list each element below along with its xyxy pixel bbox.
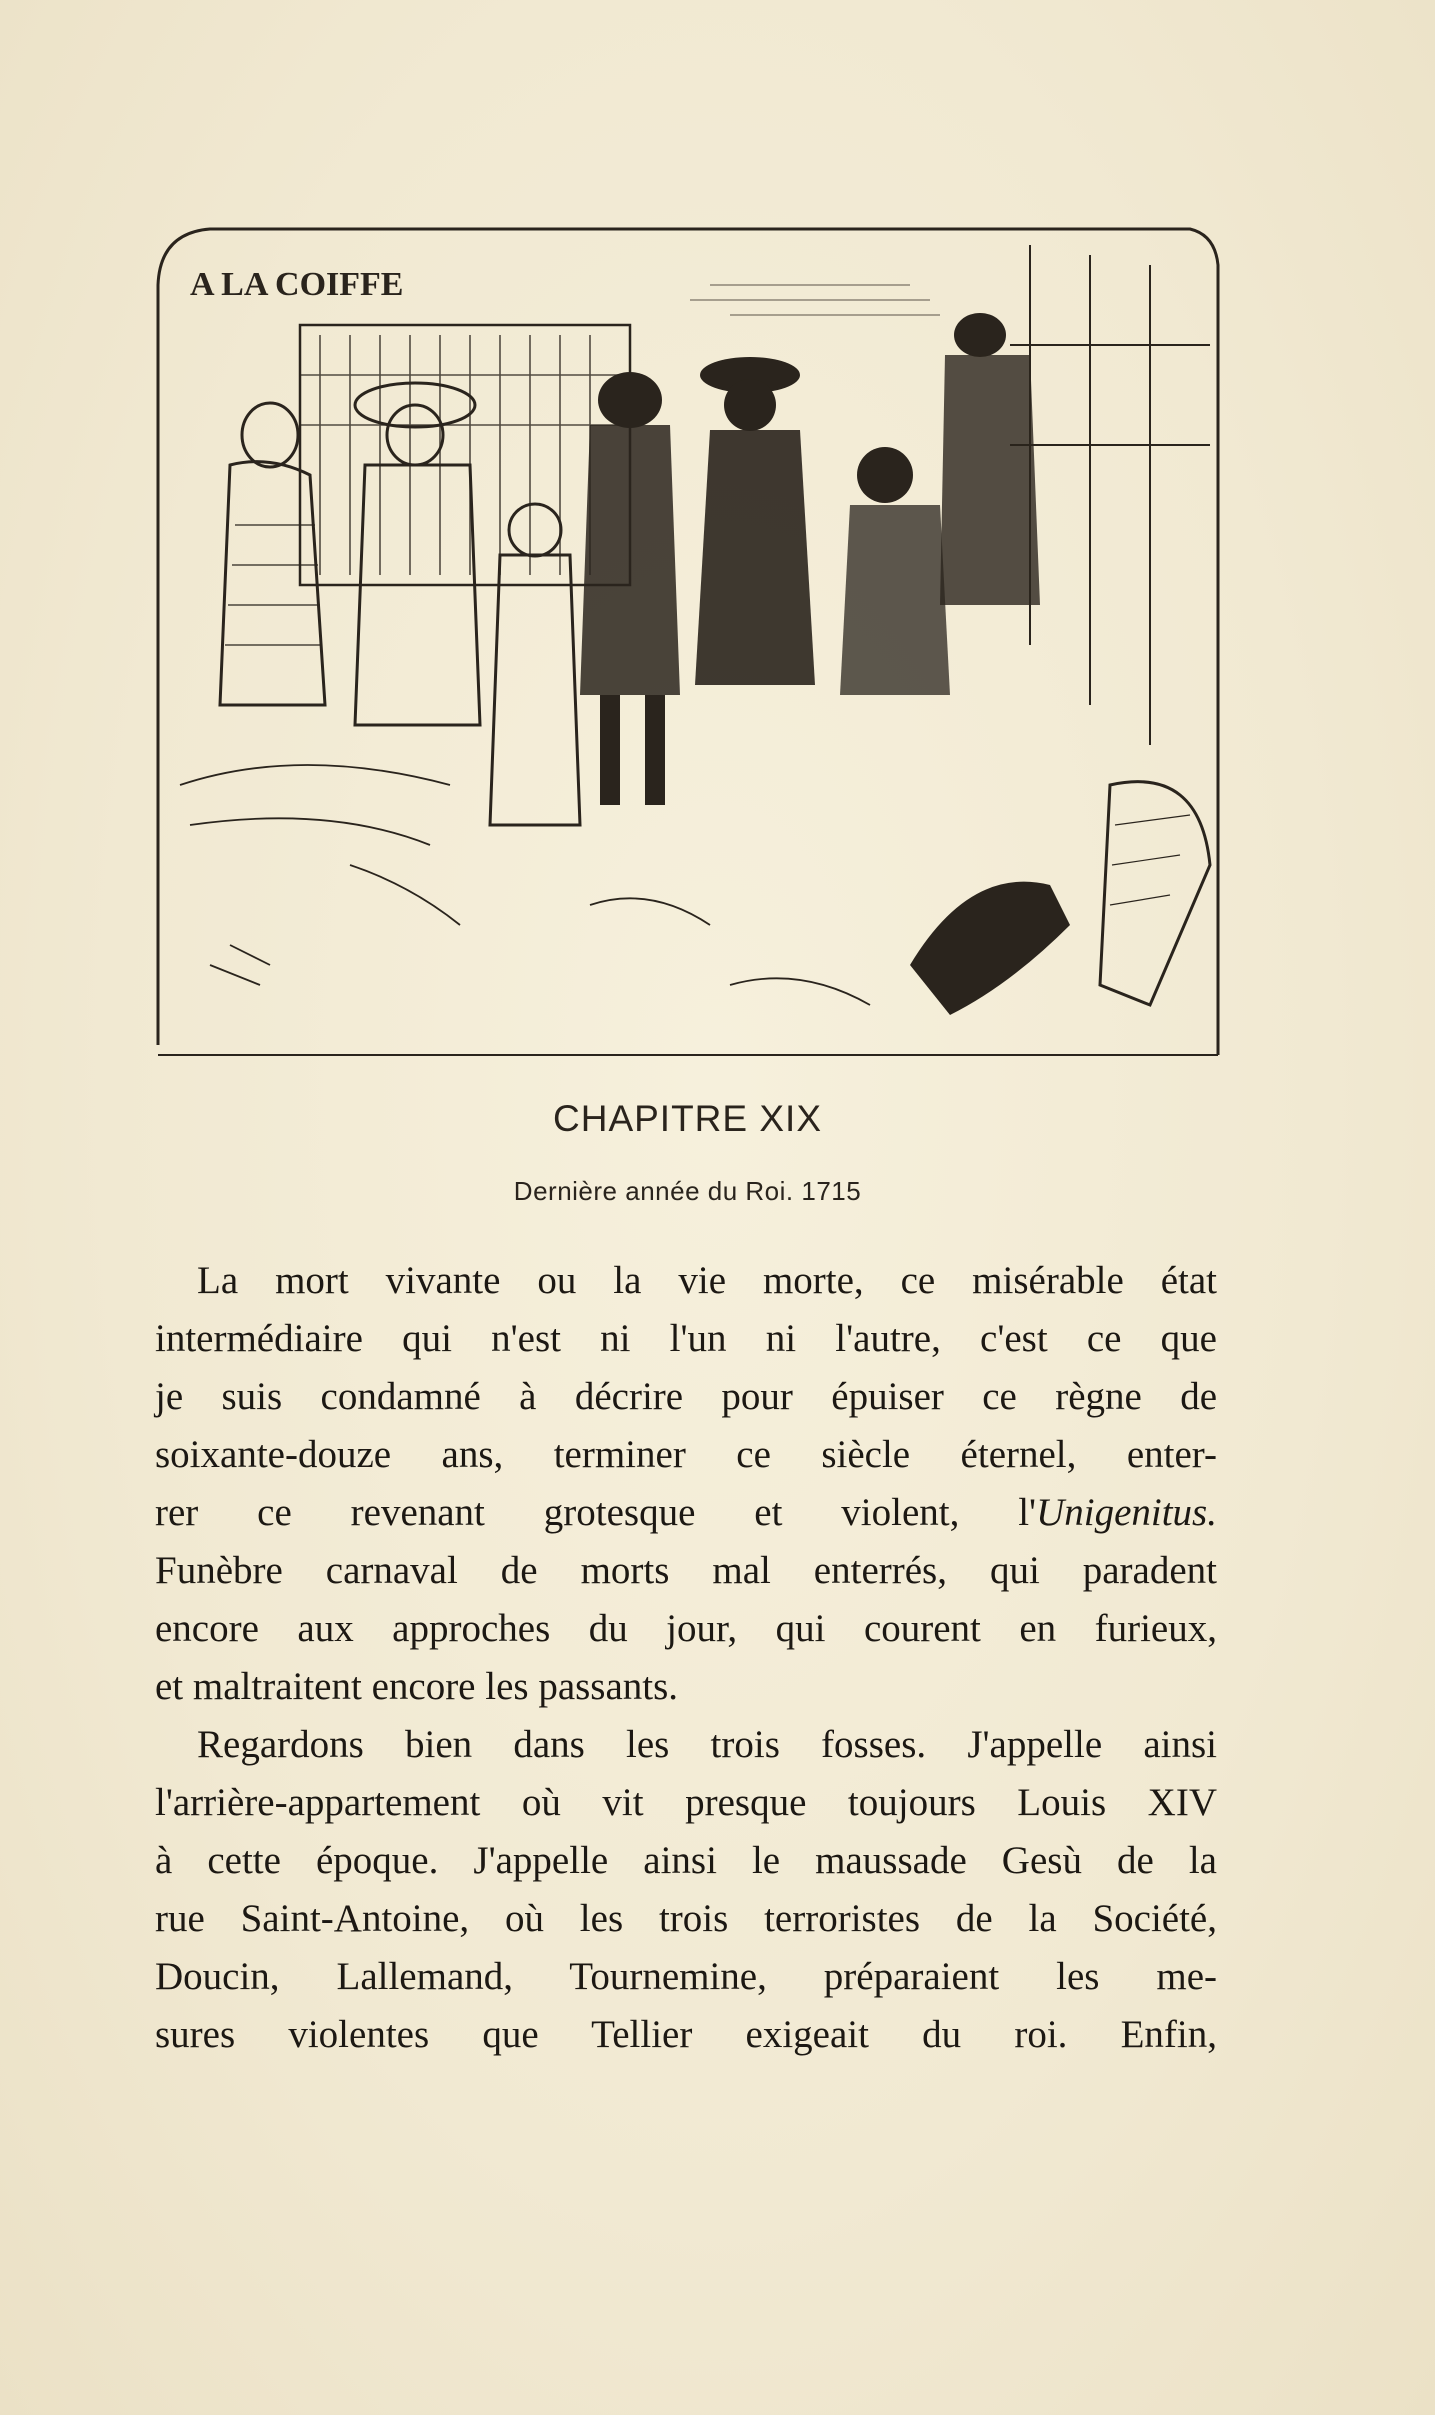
italic-word: Unigenitus. <box>1036 1491 1217 1534</box>
text-line: l'arrière-appartement où vit presque toujours Louis XIV <box>155 1781 1217 1824</box>
engraving-illustration <box>150 225 1220 1060</box>
svg-text:A LA COIFFE: A LA COIFFE <box>190 266 404 303</box>
text-line-start: rer ce revenant grotesque et violent, l' <box>155 1491 1037 1534</box>
engraving-street-scene-icon <box>150 225 1220 1060</box>
text-line: Funèbre carnaval de morts mal enterrés, qui paradent <box>155 1549 1217 1592</box>
text-line: et maltraitent encore les passants. <box>155 1665 679 1708</box>
text-line: intermédiaire qui n'est ni l'un ni l'autre, c'est ce que <box>155 1317 1217 1360</box>
text-line: Regardons bien dans les trois fosses. J'appelle ainsi <box>197 1723 1217 1766</box>
text-line: encore aux approches du jour, qui courent en furieux, <box>155 1607 1217 1650</box>
text-line: Doucin, Lallemand, Tournemine, préparaient les me- <box>155 1955 1217 1998</box>
text-line: sures violentes que Tellier exigeait du roi. Enfin, <box>155 2013 1217 2056</box>
text-line: soixante-douze ans, terminer ce siècle éternel, enter- <box>155 1433 1217 1476</box>
text-line: je suis condamné à décrire pour épuiser ce règne de <box>155 1375 1217 1418</box>
paragraph-2 <box>155 1716 1217 2064</box>
text-line: à cette époque. J'appelle ainsi le maussade Gesù de la <box>155 1839 1217 1882</box>
chapter-subtitle: Dernière année du Roi. 1715 <box>513 1176 862 1206</box>
chapter-title: CHAPITRE XIX <box>553 1098 822 1139</box>
paragraph-1 <box>155 1252 1217 1716</box>
text-line: rue Saint-Antoine, où les trois terroristes de la Société, <box>155 1897 1217 1940</box>
body-text <box>155 1252 1217 2064</box>
text-line: La mort vivante ou la vie morte, ce misérable état <box>197 1259 1217 1302</box>
text-line <box>155 1484 1217 1542</box>
